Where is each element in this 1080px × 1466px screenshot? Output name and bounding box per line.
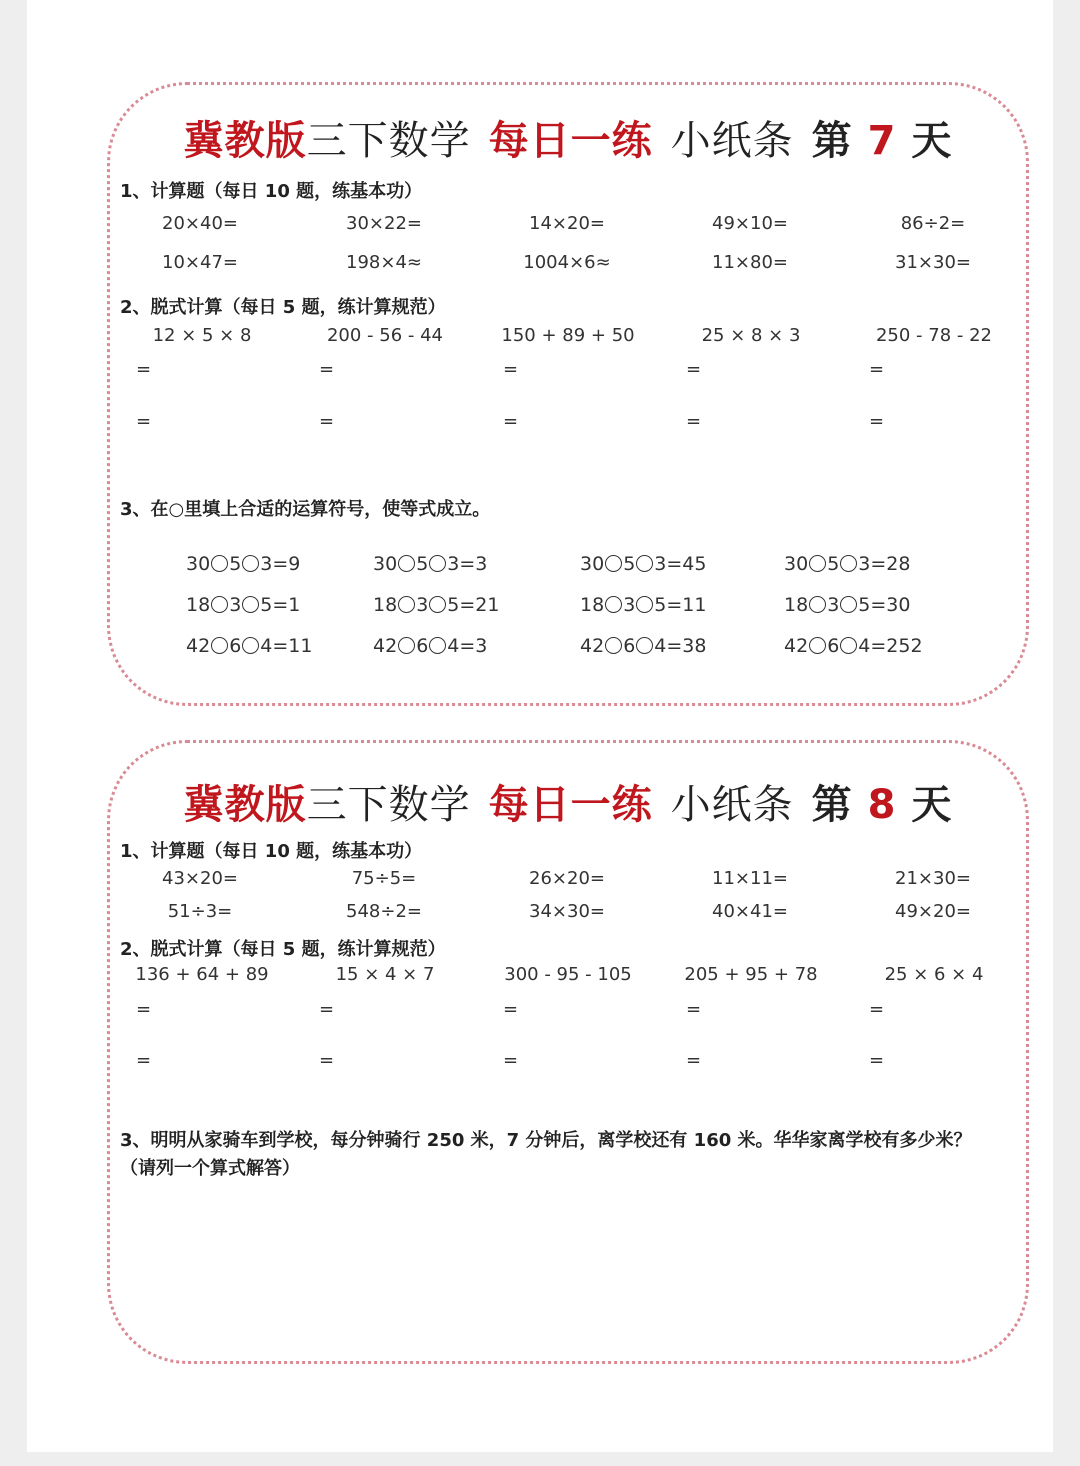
step-expression: 15 × 4 × 7: [335, 964, 435, 985]
calc-item: 51÷3=: [167, 901, 233, 922]
step-expression: 25 × 6 × 4: [884, 964, 984, 985]
operator-fill-item: 18 3 5=21: [373, 594, 500, 616]
calc-item: 75÷5=: [351, 868, 417, 889]
calc-item: 31×30=: [895, 252, 971, 273]
equals-sign: =: [869, 359, 885, 380]
equals-sign: =: [136, 999, 152, 1020]
blank-circle-icon[interactable]: [429, 596, 446, 613]
calc-item: 20×40=: [162, 213, 238, 234]
operator-fill-item: 18 3 5=30: [784, 594, 911, 616]
step-expression: 150 + 89 + 50: [501, 325, 635, 346]
blank-circle-icon[interactable]: [398, 596, 415, 613]
step-expression: 250 - 78 - 22: [875, 325, 993, 346]
worksheet-page: [27, 0, 1053, 1452]
day7-section3-heading: 3、在○里填上合适的运算符号，使等式成立。: [120, 499, 491, 520]
blank-circle-icon[interactable]: [242, 555, 259, 572]
equals-sign: =: [869, 999, 885, 1020]
blank-circle-icon[interactable]: [636, 637, 653, 654]
operator-fill-item: 18 3 5=1: [186, 594, 301, 616]
calc-item: 21×30=: [895, 868, 971, 889]
calc-item: 548÷2=: [346, 901, 422, 922]
operator-fill-item: 42 6 4=3: [373, 635, 488, 657]
calc-item: 11×80=: [712, 252, 788, 273]
day7-section2-heading: 2、脱式计算（每日 5 题，练计算规范）: [120, 297, 446, 318]
day7-calc-row2: [110, 252, 1032, 282]
equals-sign: =: [686, 359, 702, 380]
calc-item: 14×20=: [529, 213, 605, 234]
blank-circle-icon[interactable]: [840, 637, 857, 654]
operator-fill-item: 30 5 3=45: [580, 553, 707, 575]
day8-steps-row: [110, 964, 1032, 994]
blank-circle-icon[interactable]: [429, 637, 446, 654]
equals-sign: =: [503, 359, 519, 380]
blank-circle-icon[interactable]: [809, 637, 826, 654]
day7-section1-heading: 1、计算题（每日 10 题，练基本功）: [120, 181, 423, 202]
word-problem-instruction: （请列一个算式解答）: [120, 1158, 300, 1179]
blank-circle-icon[interactable]: [211, 555, 228, 572]
equals-sign: =: [503, 999, 519, 1020]
day7-calc-row1: [110, 213, 1032, 243]
equals-sign: =: [136, 359, 152, 380]
step-expression: 300 - 95 - 105: [504, 964, 632, 985]
blank-circle-icon[interactable]: [809, 555, 826, 572]
blank-circle-icon[interactable]: [429, 555, 446, 572]
blank-circle-icon[interactable]: [605, 637, 622, 654]
equals-sign: =: [686, 999, 702, 1020]
equals-sign: =: [319, 999, 335, 1020]
operator-fill-item: 30 5 3=28: [784, 553, 911, 575]
calc-item: 34×30=: [529, 901, 605, 922]
day7-card: [107, 82, 1029, 706]
day8-calc-row1: [110, 868, 1032, 898]
blank-circle-icon[interactable]: [605, 555, 622, 572]
operator-fill-item: 30 5 3=9: [186, 553, 301, 575]
calc-item: 198×4≈: [346, 252, 422, 273]
blank-circle-icon[interactable]: [840, 596, 857, 613]
day7-steps-row: [110, 325, 1032, 355]
word-problem-text: 3、明明从家骑车到学校，每分钟骑行 250 米，7 分钟后，离学校还有 160 米。华华家离学校有多少米？: [120, 1130, 972, 1151]
step-expression: 136 + 64 + 89: [135, 964, 269, 985]
day8-section1-heading: 1、计算题（每日 10 题，练基本功）: [120, 841, 423, 862]
day7-equals-row2: [110, 411, 1032, 441]
calc-item: 86÷2=: [900, 213, 966, 234]
blank-circle-icon[interactable]: [605, 596, 622, 613]
calc-item: 40×41=: [712, 901, 788, 922]
blank-circle-icon[interactable]: [242, 596, 259, 613]
blank-circle-icon[interactable]: [211, 637, 228, 654]
day8-section2-heading: 2、脱式计算（每日 5 题，练计算规范）: [120, 939, 446, 960]
blank-circle-icon[interactable]: [211, 596, 228, 613]
step-expression: 200 - 56 - 44: [326, 325, 444, 346]
day8-equals-row1: [110, 999, 1032, 1029]
day8-calc-row2: [110, 901, 1032, 931]
calc-item: 49×20=: [895, 901, 971, 922]
blank-circle-icon[interactable]: [398, 555, 415, 572]
blank-circle-icon[interactable]: [636, 596, 653, 613]
day8-equals-row2: [110, 1050, 1032, 1080]
equals-sign: =: [319, 359, 335, 380]
equals-sign: =: [319, 411, 335, 432]
calc-item: 49×10=: [712, 213, 788, 234]
equals-sign: =: [503, 1050, 519, 1071]
equals-sign: =: [136, 411, 152, 432]
step-expression: 25 × 8 × 3: [701, 325, 801, 346]
operator-fill-item: 42 6 4=38: [580, 635, 707, 657]
blank-circle-icon[interactable]: [242, 637, 259, 654]
equals-sign: =: [319, 1050, 335, 1071]
day7-equals-row1: [110, 359, 1032, 389]
step-expression: 12 × 5 × 8: [152, 325, 252, 346]
equals-sign: =: [869, 411, 885, 432]
blank-circle-icon[interactable]: [636, 555, 653, 572]
blank-circle-icon[interactable]: [398, 637, 415, 654]
calc-item: 1004×6≈: [523, 252, 611, 273]
calc-item: 30×22=: [346, 213, 422, 234]
operator-fill-item: 42 6 4=11: [186, 635, 313, 657]
day8-title: 冀教版三下数学 每日一练 小纸条 第 8 天: [183, 782, 953, 828]
operator-fill-item: 18 3 5=11: [580, 594, 707, 616]
calc-item: 11×11=: [712, 868, 788, 889]
blank-circle-icon[interactable]: [809, 596, 826, 613]
day8-word-problem: [120, 1127, 1020, 1183]
blank-circle-icon[interactable]: [840, 555, 857, 572]
equals-sign: =: [136, 1050, 152, 1071]
day8-card: [107, 740, 1029, 1364]
operator-fill-item: 30 5 3=3: [373, 553, 488, 575]
equals-sign: =: [869, 1050, 885, 1071]
calc-item: 43×20=: [162, 868, 238, 889]
operator-fill-item: 42 6 4=252: [784, 635, 923, 657]
equals-sign: =: [686, 1050, 702, 1071]
calc-item: 26×20=: [529, 868, 605, 889]
equals-sign: =: [503, 411, 519, 432]
step-expression: 205 + 95 + 78: [684, 964, 818, 985]
day7-title: 冀教版三下数学 每日一练 小纸条 第 7 天: [183, 118, 953, 164]
equals-sign: =: [686, 411, 702, 432]
calc-item: 10×47=: [162, 252, 238, 273]
